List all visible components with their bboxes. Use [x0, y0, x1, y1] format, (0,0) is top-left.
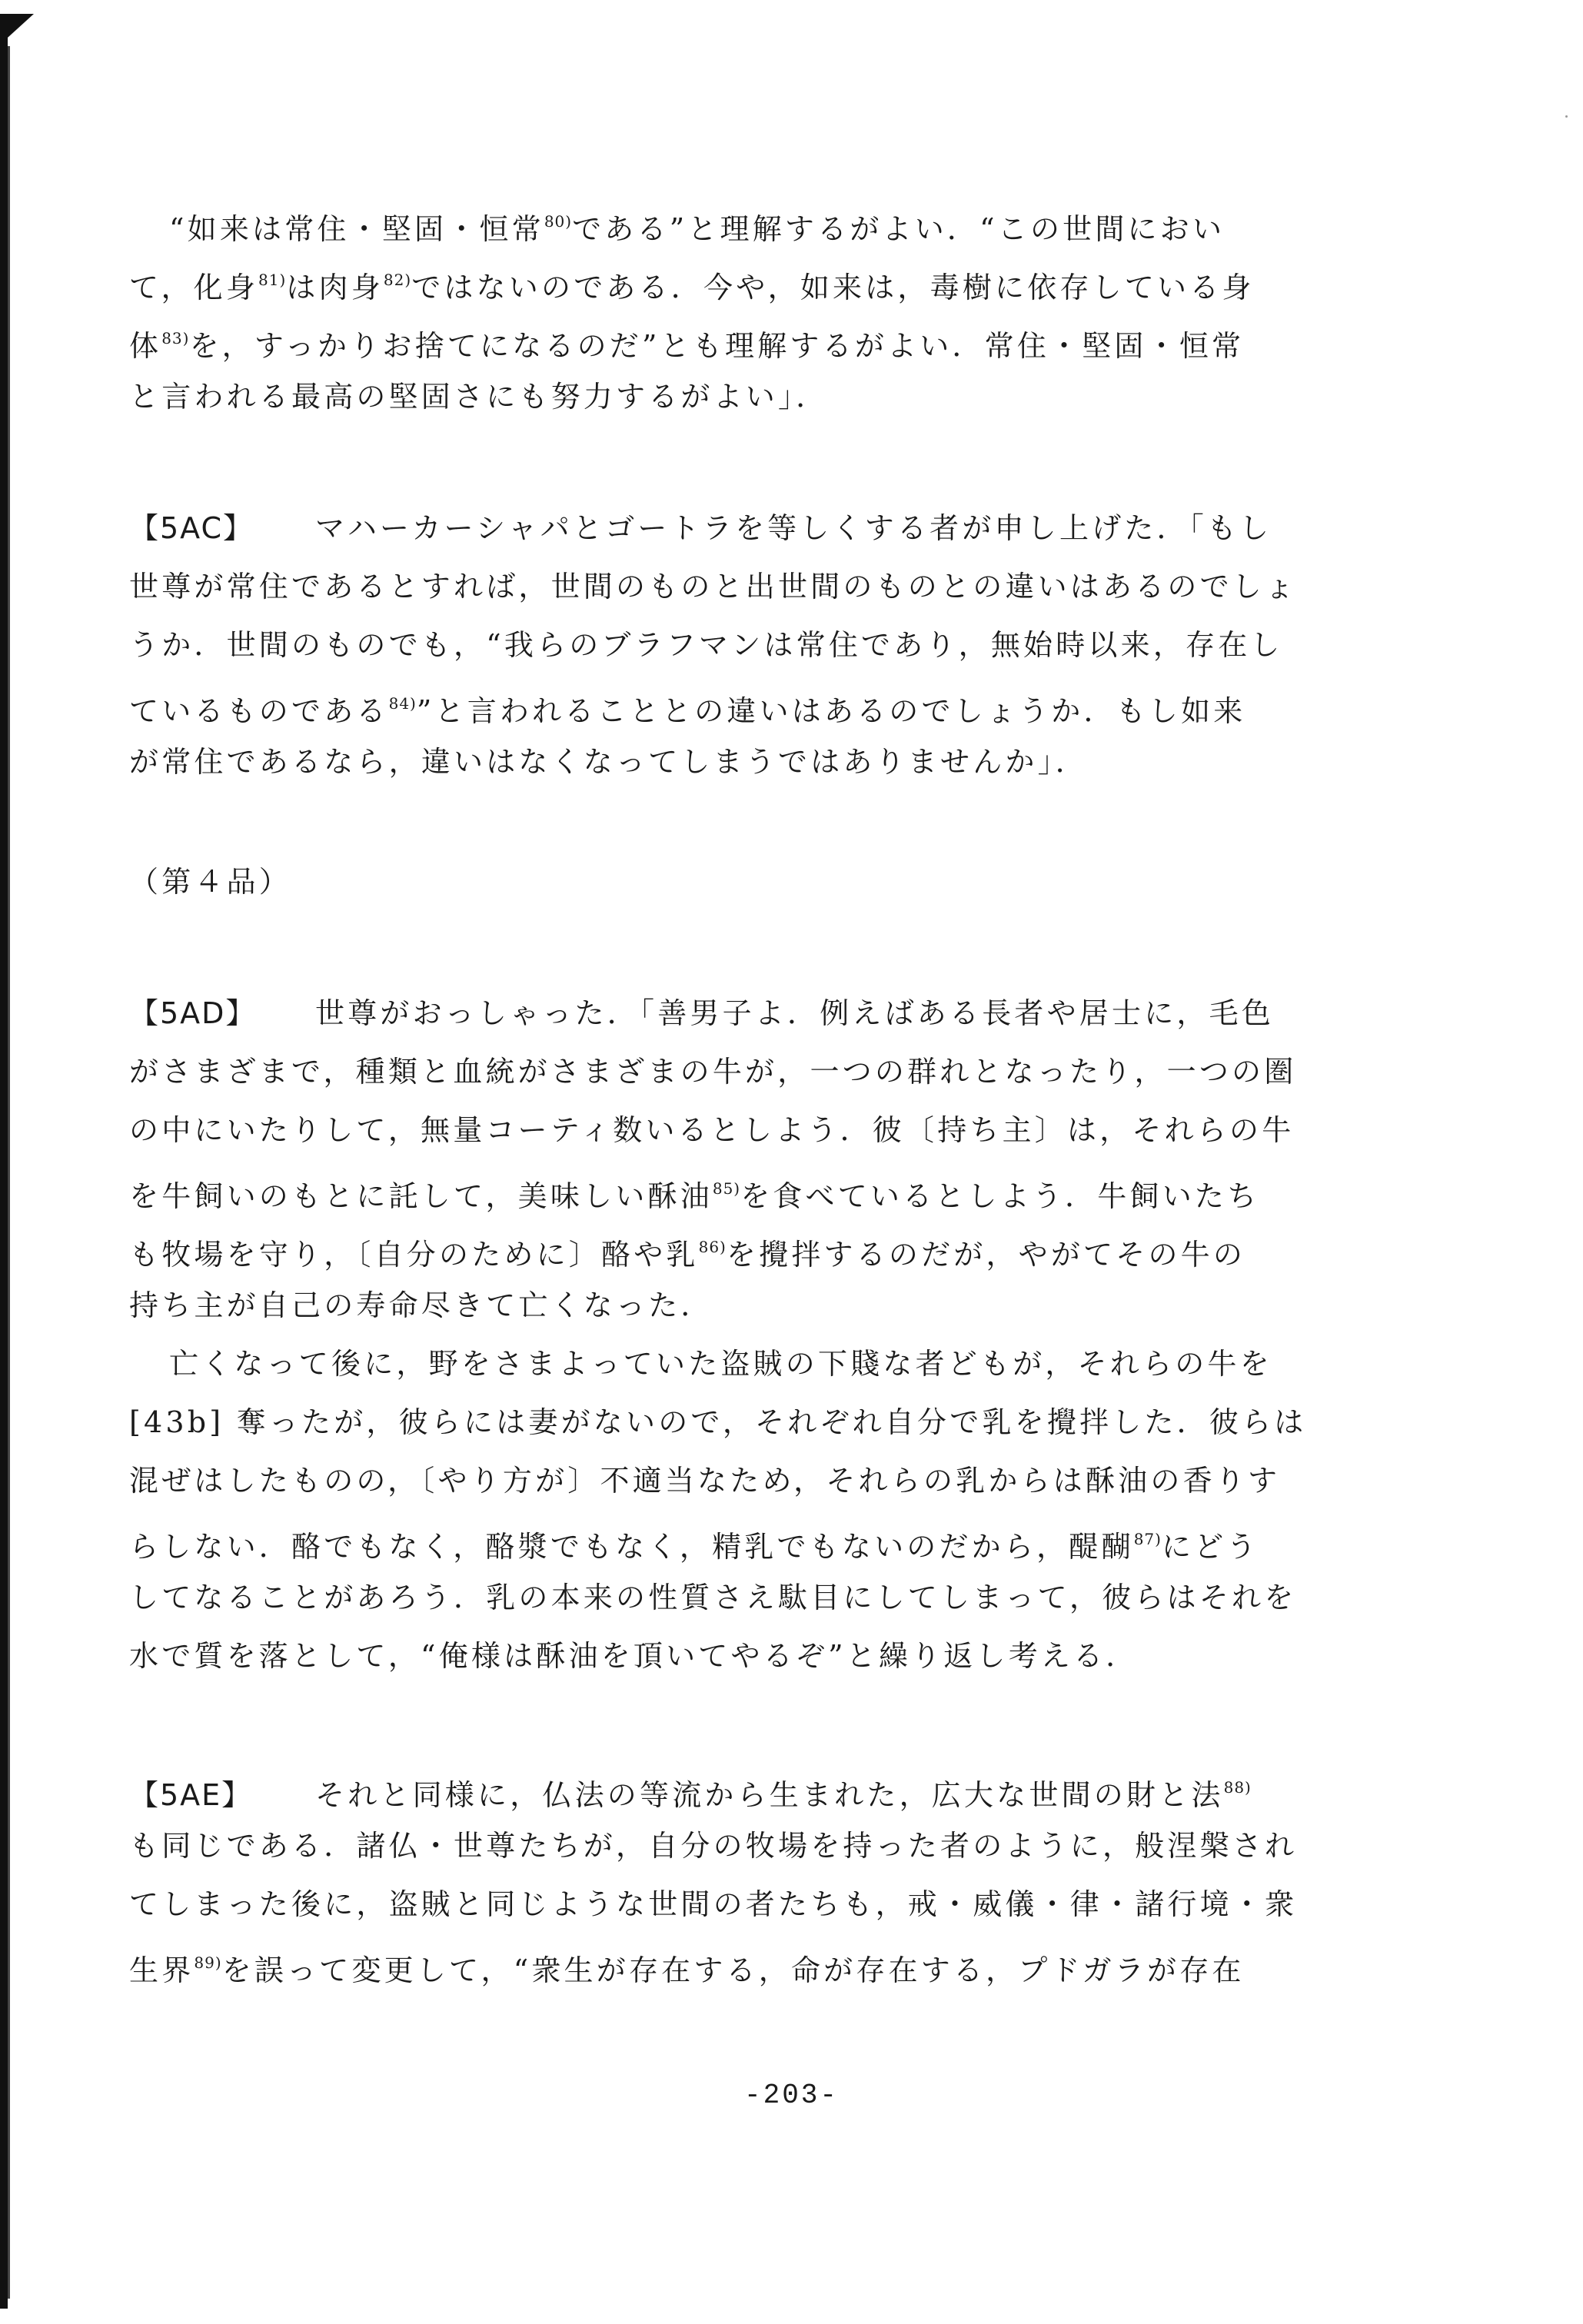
paragraph-5ae: [129, 1758, 1313, 1992]
text-line: [129, 1875, 1313, 1933]
paragraph-1: [129, 192, 1313, 426]
text-run: それと同様に，仏法の等流から生まれた，広大な世間の財と法: [315, 1778, 1224, 1812]
footnote-ref: 86): [698, 1238, 727, 1256]
text-run: を攪拌するのだが，やがてその牛の: [726, 1238, 1246, 1272]
text-line: [129, 1817, 1313, 1875]
text-run: うか．世間のものでも，“我らのブラフマンは常住であり，無始時以来，存在し: [129, 628, 1283, 662]
text-line: [129, 1218, 1313, 1276]
footnote-ref: 80): [544, 212, 573, 231]
text-run: 混ぜはしたものの，〔やり方が〕不適当なため，それらの乳からは酥油の香りす: [129, 1464, 1281, 1498]
text-run: がさまざまで，種類と血統がさまざまの牛が，一つの群れとなったり，一つの圏: [129, 1055, 1297, 1089]
text-line: [129, 1159, 1313, 1218]
text-run: が常住であるなら，違いはなくなってしまうではありませんか」．: [129, 745, 1089, 779]
text-run: も同じである．諸仏・世尊たちが，自分の牧場を持った者のように，般涅槃され: [129, 1829, 1298, 1863]
text-line: [129, 984, 1313, 1042]
section-label: 【5AE】: [129, 1778, 253, 1812]
section-label: 【5AD】: [129, 996, 257, 1030]
text-run: ”と言われることとの違いはあるのでしょうか．もし如来: [416, 694, 1246, 728]
text-run: である”と理解するがよい．“この世間におい: [572, 212, 1225, 246]
text-run: “如来は常住・堅固・恒常: [169, 212, 544, 246]
text-line: [129, 499, 1313, 557]
text-line: [129, 1627, 1313, 1685]
footnote-ref: 82): [383, 271, 412, 289]
scan-dust-speck: [1565, 115, 1568, 118]
text-run: を，すっかりお捨てになるのだ”とも理解するがよい．常住・堅固・恒常: [189, 329, 1245, 363]
text-run: 持ち主が自己の寿命尽きて亡くなった．: [129, 1288, 713, 1322]
footnote-ref: 84): [388, 694, 417, 713]
paragraph-gap: [129, 911, 1313, 984]
text-line: [129, 309, 1313, 367]
text-line: [129, 1568, 1313, 1627]
page-body: [129, 192, 1313, 1992]
paragraph-gap: [129, 1685, 1313, 1758]
chapter-heading: [129, 853, 1313, 911]
section-label: 【5AC】: [129, 511, 254, 545]
text-run: 世尊がおっしゃった．「善男子よ．例えばある長者や居士に，毛色: [315, 996, 1275, 1030]
text-line: [129, 1101, 1313, 1159]
text-run: してなることがあろう．乳の本来の性質さえ駄目にしてしまって，彼らはそれを: [129, 1581, 1297, 1614]
text-line: [129, 1335, 1313, 1393]
text-run: [43b] 奪ったが，彼らには妻がないので，それぞれ自分で乳を攪拌した．彼らは: [129, 1405, 1307, 1439]
text-line: [129, 1758, 1313, 1817]
text-run: 体: [129, 329, 162, 363]
text-run: を食べているとしよう．牛飼いたち: [740, 1179, 1260, 1213]
footnote-ref: 87): [1133, 1530, 1162, 1548]
scan-binding-edge: [0, 14, 8, 2309]
footnote-ref: 81): [258, 271, 287, 289]
paragraph-continuation: [129, 1335, 1313, 1685]
footnote-ref: 88): [1223, 1778, 1252, 1797]
text-run: と言われる最高の堅固さにも努力するがよい」．: [129, 380, 829, 414]
paragraph-5ad: [129, 984, 1313, 1335]
paragraph-5ac: [129, 499, 1313, 791]
footnote-ref: 89): [194, 1953, 222, 1972]
text-run: て，化身: [129, 271, 259, 304]
chapter-heading-text: （第４品）: [129, 865, 292, 899]
text-run: の中にいたりして，無量コーティ数いるとしよう．彼〔持ち主〕は，それらの牛: [129, 1113, 1295, 1147]
text-line: [129, 1451, 1313, 1510]
text-run: 世尊が常住であるとすれば，世間のものと出世間のものとの違いはあるのでしょ: [129, 570, 1298, 603]
text-run: も牧場を守り，〔自分のために〕酪や乳: [129, 1238, 699, 1272]
text-line: [129, 557, 1313, 616]
text-line: [129, 674, 1313, 733]
paragraph-gap: [129, 791, 1313, 853]
text-line: [129, 1393, 1313, 1451]
text-line: [129, 1042, 1313, 1101]
text-run: 亡くなって後に，野をさまよっていた盗賊の下賤な者どもが，それらの牛を: [169, 1347, 1272, 1381]
text-line: [129, 1510, 1313, 1568]
footnote-ref: 85): [712, 1179, 741, 1198]
text-line: [129, 367, 1313, 426]
text-run: 水で質を落として，“俺様は酥油を頂いてやるぞ”と繰り返し考える．: [129, 1639, 1139, 1673]
text-line: [129, 1276, 1313, 1335]
text-run: マハーカーシャパとゴートラを等しくする者が申し上げた．「もし: [315, 511, 1272, 545]
text-run: を誤って変更して，“衆生が存在する，命が存在する，プドガラが存在: [221, 1953, 1245, 1987]
footnote-ref: 83): [161, 329, 190, 347]
text-line: [129, 733, 1313, 791]
text-line: [129, 192, 1313, 251]
text-run: 生界: [129, 1953, 195, 1987]
text-run: ではないのである．今や，如来は，毒樹に依存している身: [411, 271, 1255, 304]
text-run: を牛飼いのもとに託して，美味しい酥油: [129, 1179, 713, 1213]
page-number: -203-: [743, 2080, 840, 2111]
text-line: [129, 251, 1313, 309]
text-line: [129, 616, 1313, 674]
text-run: らしない．酪でもなく，酪漿でもなく，精乳でもないのだから，醍醐: [129, 1530, 1134, 1564]
text-run: は肉身: [286, 271, 384, 304]
scan-binding-shadow: [8, 46, 10, 2299]
text-run: にどう: [1161, 1530, 1259, 1564]
text-run: ているものである: [129, 694, 389, 728]
text-line: [129, 1933, 1313, 1992]
paragraph-gap: [129, 426, 1313, 499]
text-run: てしまった後に，盗賊と同じような世間の者たちも，戒・威儀・律・諸行境・衆: [129, 1887, 1298, 1921]
